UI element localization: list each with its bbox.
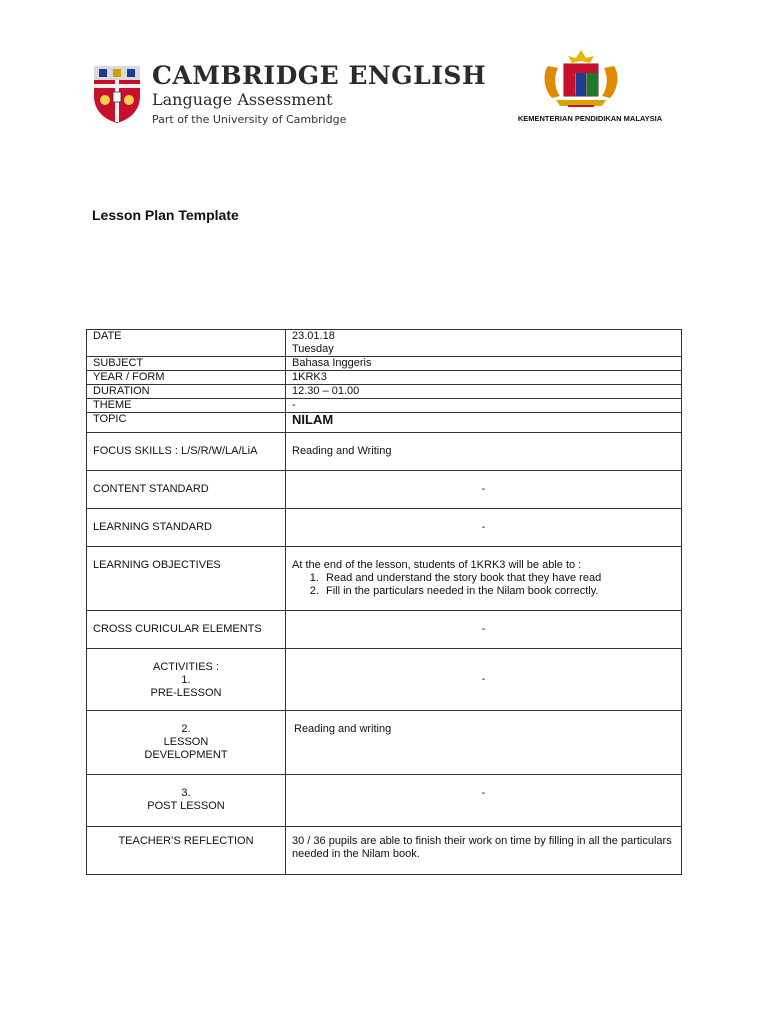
row-topic [87,413,682,433]
row-content-standard [87,471,682,509]
value-post-lesson: - [286,775,682,827]
row-date [87,330,682,357]
value-teacher-reflection: 30 / 36 pupils are able to finish their work on time by filling in all the particulars needed in the Nilam book. [286,827,682,875]
value-cross-curricular: - [286,611,682,649]
value-pre-lesson: - [286,649,682,711]
lesson-plan-table [86,329,682,875]
label-date: DATE [87,330,286,357]
cambridge-title: CAMBRIDGE ENGLISH [152,61,487,90]
label-year: YEAR / FORM [87,371,286,385]
label-subject: SUBJECT [87,357,286,371]
label-teacher-reflection: TEACHER’S REFLECTION [87,827,286,875]
malaysia-coat-of-arms-icon [538,48,624,110]
ministry-header [500,48,680,128]
label-learning-standard: LEARNING STANDARD [87,509,286,547]
ministry-name: KEMENTERIAN PENDIDIKAN MALAYSIA [517,114,663,123]
objectives-intro: At the end of the lesson, students of 1KRK3 will be able to : [292,559,582,571]
value-theme: - [286,399,682,413]
label-cross-curricular: CROSS CURICULAR ELEMENTS [87,611,286,649]
cambridge-subtitle: Language Assessment [152,90,333,109]
row-lesson-development [87,711,682,775]
value-learning-objectives [286,547,682,611]
document-title: Lesson Plan Template [92,207,239,223]
row-teacher-reflection [87,827,682,875]
objectives-list [292,572,675,598]
label-focus: FOCUS SKILLS : L/S/R/W/LA/LiA [87,433,286,471]
label-lesson-development: 2. LESSON DEVELOPMENT [87,711,286,775]
label-learning-objectives: LEARNING OBJECTIVES [87,547,286,611]
label-post-lesson: 3. POST LESSON [87,775,286,827]
value-topic: NILAM [286,413,682,433]
row-subject [87,357,682,371]
value-duration: 12.30 – 01.00 [286,385,682,399]
row-cross-curricular [87,611,682,649]
value-lesson-development: Reading and writing [286,711,682,775]
value-focus: Reading and Writing [286,433,682,471]
value-subject: Bahasa Inggeris [286,357,682,371]
row-focus [87,433,682,471]
cambridge-header [92,61,487,132]
label-theme: THEME [87,399,286,413]
row-post-lesson [87,775,682,827]
value-year: 1KRK3 [286,371,682,385]
objective-item: 1. Read and understand the story book that they have read [322,572,675,585]
row-learning-objectives [87,547,682,611]
value-learning-standard: - [286,509,682,547]
row-duration [87,385,682,399]
row-year [87,371,682,385]
label-topic: TOPIC [87,413,286,433]
label-duration: DURATION [87,385,286,399]
value-content-standard: - [286,471,682,509]
cambridge-crest-icon [92,64,142,124]
cambridge-part-text: Part of the University of Cambridge [152,113,347,126]
label-pre-lesson: ACTIVITIES : 1. PRE-LESSON [87,649,286,711]
value-date: 23.01.18 Tuesday [286,330,682,357]
row-theme [87,399,682,413]
objective-item: 2. Fill in the particulars needed in the Nilam book correctly. [322,585,675,598]
label-content-standard: CONTENT STANDARD [87,471,286,509]
row-learning-standard [87,509,682,547]
row-pre-lesson [87,649,682,711]
